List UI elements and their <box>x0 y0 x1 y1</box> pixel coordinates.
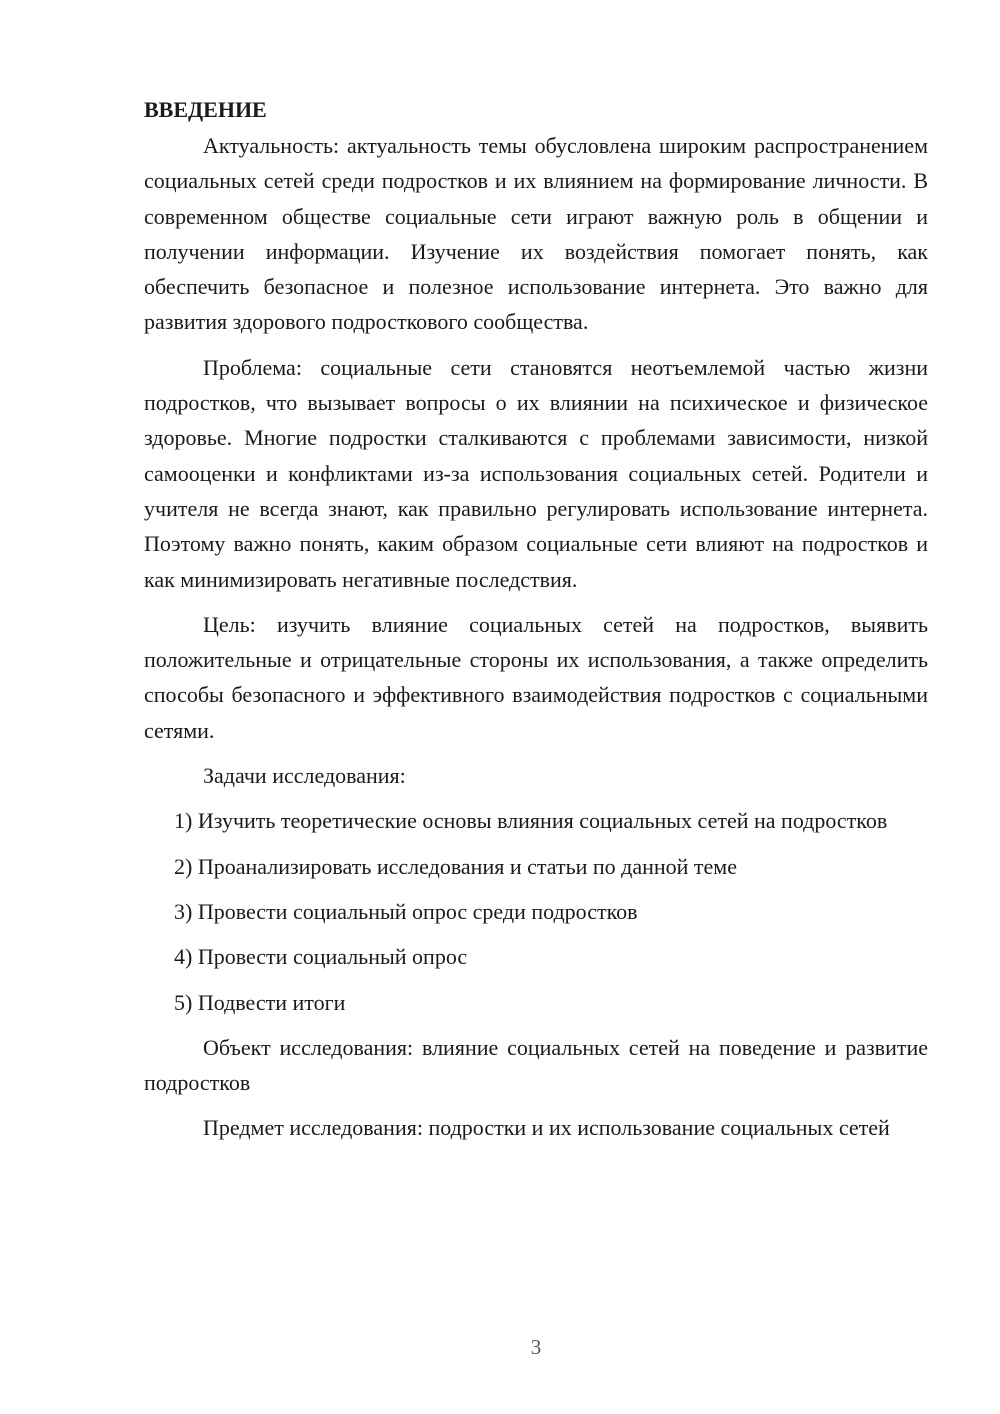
task-item-4: 4) Провести социальный опрос <box>174 944 468 970</box>
paragraph-object: Объект исследования: влияние социальных сетей на поведение и развитие подростков <box>144 1034 928 1096</box>
tasks-heading: Задачи исследования: <box>203 763 406 789</box>
paragraph-problem: Проблема: социальные сети становятся неотъемлемой частью жизни подростков, что вызывает вопросы о их влиянии на психическое и физическое здоровье. Многие подростки сталкиваются с проблемами зависимости, низкой самооценки и конфликтами из-за использования социальных сетей. Родители и учителя не всегда знают, как правильно регулировать использование интернета. Поэтому важно понять, каким образом социальные сети влияют на подростков и как минимизировать негативные последствия. <box>144 354 928 592</box>
paragraph-subject: Предмет исследования: подростки и их использование социальных сетей <box>203 1115 890 1141</box>
document-page <box>144 92 928 1156</box>
page-number: 3 <box>530 1335 542 1359</box>
task-item-5: 5) Подвести итоги <box>174 989 346 1015</box>
document-title: ВВЕДЕНИЕ <box>144 97 267 122</box>
task-item-3: 3) Провести социальный опрос среди подростков <box>174 898 638 924</box>
task-item-1: 1) Изучить теоретические основы влияния социальных сетей на подростков <box>174 808 888 834</box>
paragraph-goal: Цель: изучить влияние социальных сетей на подростков, выявить положительные и отрицательные стороны их использования, а также определить способы безопасного и эффективного взаимодействия подростков с социальными сетями. <box>144 611 928 743</box>
task-item-2: 2) Проанализировать исследования и статьи по данной теме <box>174 853 737 879</box>
paragraph-relevance: Актуальность: актуальность темы обусловлена широким распространением социальных сетей среди подростков и их влиянием на формирование личности. В современном обществе социальные сети играют важную роль в общении и получении информации. Изучение их воздействия помогает понять, как обеспечить безопасное и полезное использование интернета. Это важно для развития здорового подросткового сообщества. <box>144 133 928 335</box>
